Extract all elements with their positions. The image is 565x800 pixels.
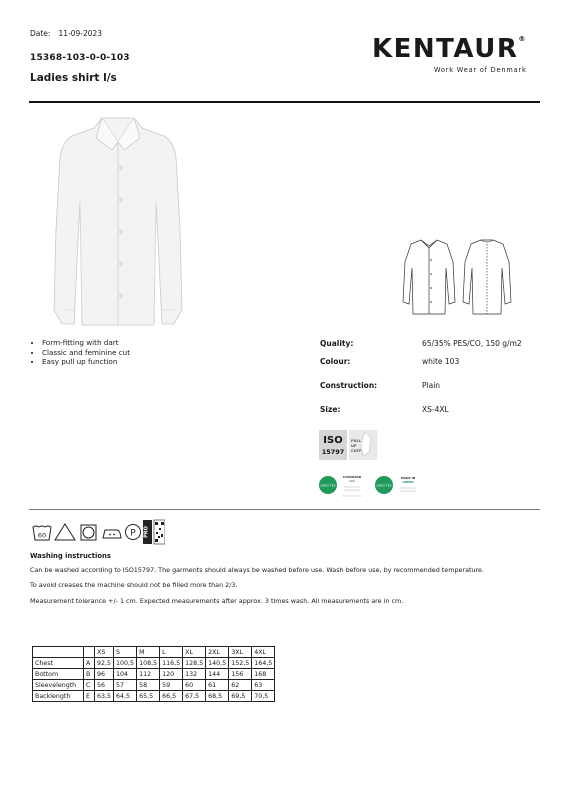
table-corner-cell — [33, 647, 84, 658]
table-cell: 65,5 — [137, 691, 160, 702]
header-divider — [29, 101, 540, 103]
table-cell: 69,5 — [229, 691, 252, 702]
table-cell: 67,5 — [183, 691, 206, 702]
table-cell: 63,5 — [95, 691, 114, 702]
table-header-row — [33, 647, 275, 658]
table-cell: 128,5 — [183, 658, 206, 669]
table-cell: 92,5 — [95, 658, 114, 669]
brand-logo — [372, 36, 525, 62]
table-cell: 140,5 — [206, 658, 229, 669]
list-item: • Easy pull up function — [42, 357, 130, 367]
dry-clean-letter: P — [130, 528, 136, 539]
measure-name: Bottom — [33, 669, 84, 680]
pro-label-text: PRO — [143, 526, 150, 538]
table-cell: 112 — [137, 669, 160, 680]
list-item: • Classic and feminine cut — [42, 348, 130, 358]
spec-label-construction: Construction: — [320, 381, 378, 390]
table-cell: 64,5 — [114, 691, 137, 702]
section-divider — [29, 509, 540, 510]
table-cell: 96 — [95, 669, 114, 680]
measure-code: A — [84, 658, 95, 669]
table-code-header — [84, 647, 95, 658]
table-cell: 156 — [229, 669, 252, 680]
size-header: XS — [95, 647, 114, 658]
washing-heading: Washing instructions — [30, 552, 111, 560]
brand-tagline: Work Wear of Denmark — [434, 66, 527, 74]
table-row — [33, 658, 275, 669]
size-header: 3XL — [229, 647, 252, 658]
table-cell: 63 — [252, 680, 275, 691]
table-cell: 104 — [114, 669, 137, 680]
oeko-tex-made-in-green-label — [374, 473, 420, 498]
iso-badge-text: ISO — [323, 435, 343, 446]
table-cell: 66,5 — [160, 691, 183, 702]
table-cell: 62 — [229, 680, 252, 691]
size-header: 4XL — [252, 647, 275, 658]
table-cell: 108,5 — [137, 658, 160, 669]
size-header: XL — [183, 647, 206, 658]
table-cell: 70,5 — [252, 691, 275, 702]
table-cell: 120 — [160, 669, 183, 680]
pull-badge-line1: PULL — [351, 439, 362, 443]
no-bleach-icon — [55, 524, 75, 540]
table-cell: 152,5 — [229, 658, 252, 669]
product-name: Ladies shirt l/s — [30, 72, 117, 84]
spec-value-construction: Plain — [422, 381, 441, 390]
flat-drawing — [383, 232, 531, 316]
spec-label-size: Size: — [320, 405, 341, 414]
date-label: Date: — [30, 29, 51, 38]
pull-badge-line3: CUFF — [351, 449, 362, 453]
feature-list — [26, 338, 130, 367]
measurement-note: Measurement tolerance +/- 1 cm. Expected measurements after approx. 3 times wash. All measurements are in cm. — [30, 597, 404, 605]
table-cell: 57 — [114, 680, 137, 691]
spec-label-colour: Colour: — [320, 357, 351, 366]
table-cell: 132 — [183, 669, 206, 680]
registered-mark: ® — [518, 35, 526, 43]
oeko-logo-text: OEKO TEX — [376, 483, 392, 488]
spec-value-colour: white 103 — [422, 357, 460, 366]
oeko-standard-text: STANDARD — [342, 475, 362, 479]
certification-badges — [319, 430, 377, 460]
table-cell: 61 — [206, 680, 229, 691]
spec-value-quality: 65/35% PES/CO, 150 g/m2 — [422, 339, 522, 348]
table-cell: 56 — [95, 680, 114, 691]
washing-line-1: Can be washed according to ISO15797. The garments should always be washed before use. Wash before use, by recommended temperature. — [30, 566, 484, 574]
made-in-green-text: MADE IN — [400, 476, 416, 480]
shirt-photo — [42, 110, 192, 332]
table-cell: 164,5 — [252, 658, 275, 669]
size-header: M — [137, 647, 160, 658]
size-header: S — [114, 647, 137, 658]
measure-name: Sleevelength — [33, 680, 84, 691]
product-number: 15368-103-0-0-103 — [30, 53, 130, 63]
table-cell: 59 — [160, 680, 183, 691]
washing-line-2: To avoid creases the machine should not be filled more than 2/3. — [30, 581, 238, 589]
size-header: L — [160, 647, 183, 658]
measure-code: C — [84, 680, 95, 691]
size-table — [32, 646, 275, 702]
iron-icon — [103, 530, 121, 538]
document-date — [30, 29, 102, 38]
care-symbols — [31, 519, 165, 545]
measure-name: Backlength — [33, 691, 84, 702]
table-cell: 116,5 — [160, 658, 183, 669]
oeko-tex-standard-label — [318, 473, 364, 498]
table-cell: 168 — [252, 669, 275, 680]
made-in-green-word: GREEN — [402, 480, 414, 484]
oeko-standard-number: 100 — [349, 479, 355, 483]
qr-code-icon — [154, 520, 165, 544]
table-cell: 144 — [206, 669, 229, 680]
table-row — [33, 691, 275, 702]
size-header: 2XL — [206, 647, 229, 658]
list-item: • Form-fitting with dart — [42, 338, 130, 348]
iso-badge-number: 15797 — [321, 448, 345, 456]
table-cell: 68,5 — [206, 691, 229, 702]
table-cell: 60 — [183, 680, 206, 691]
measure-code: E — [84, 691, 95, 702]
spec-value-size: XS-4XL — [422, 405, 449, 414]
pull-badge-line2: UP — [351, 444, 357, 448]
brand-name: KENTAUR — [372, 34, 519, 64]
table-row — [33, 669, 275, 680]
table-row — [33, 680, 275, 691]
measure-code: B — [84, 669, 95, 680]
table-cell: 58 — [137, 680, 160, 691]
spec-label-quality: Quality: — [320, 339, 354, 348]
wash-temp: 60 — [37, 531, 47, 540]
measure-name: Chest — [33, 658, 84, 669]
date-value: 11-09-2023 — [58, 29, 103, 38]
oeko-logo-text: OEKO TEX — [320, 483, 336, 488]
table-cell: 100,5 — [114, 658, 137, 669]
